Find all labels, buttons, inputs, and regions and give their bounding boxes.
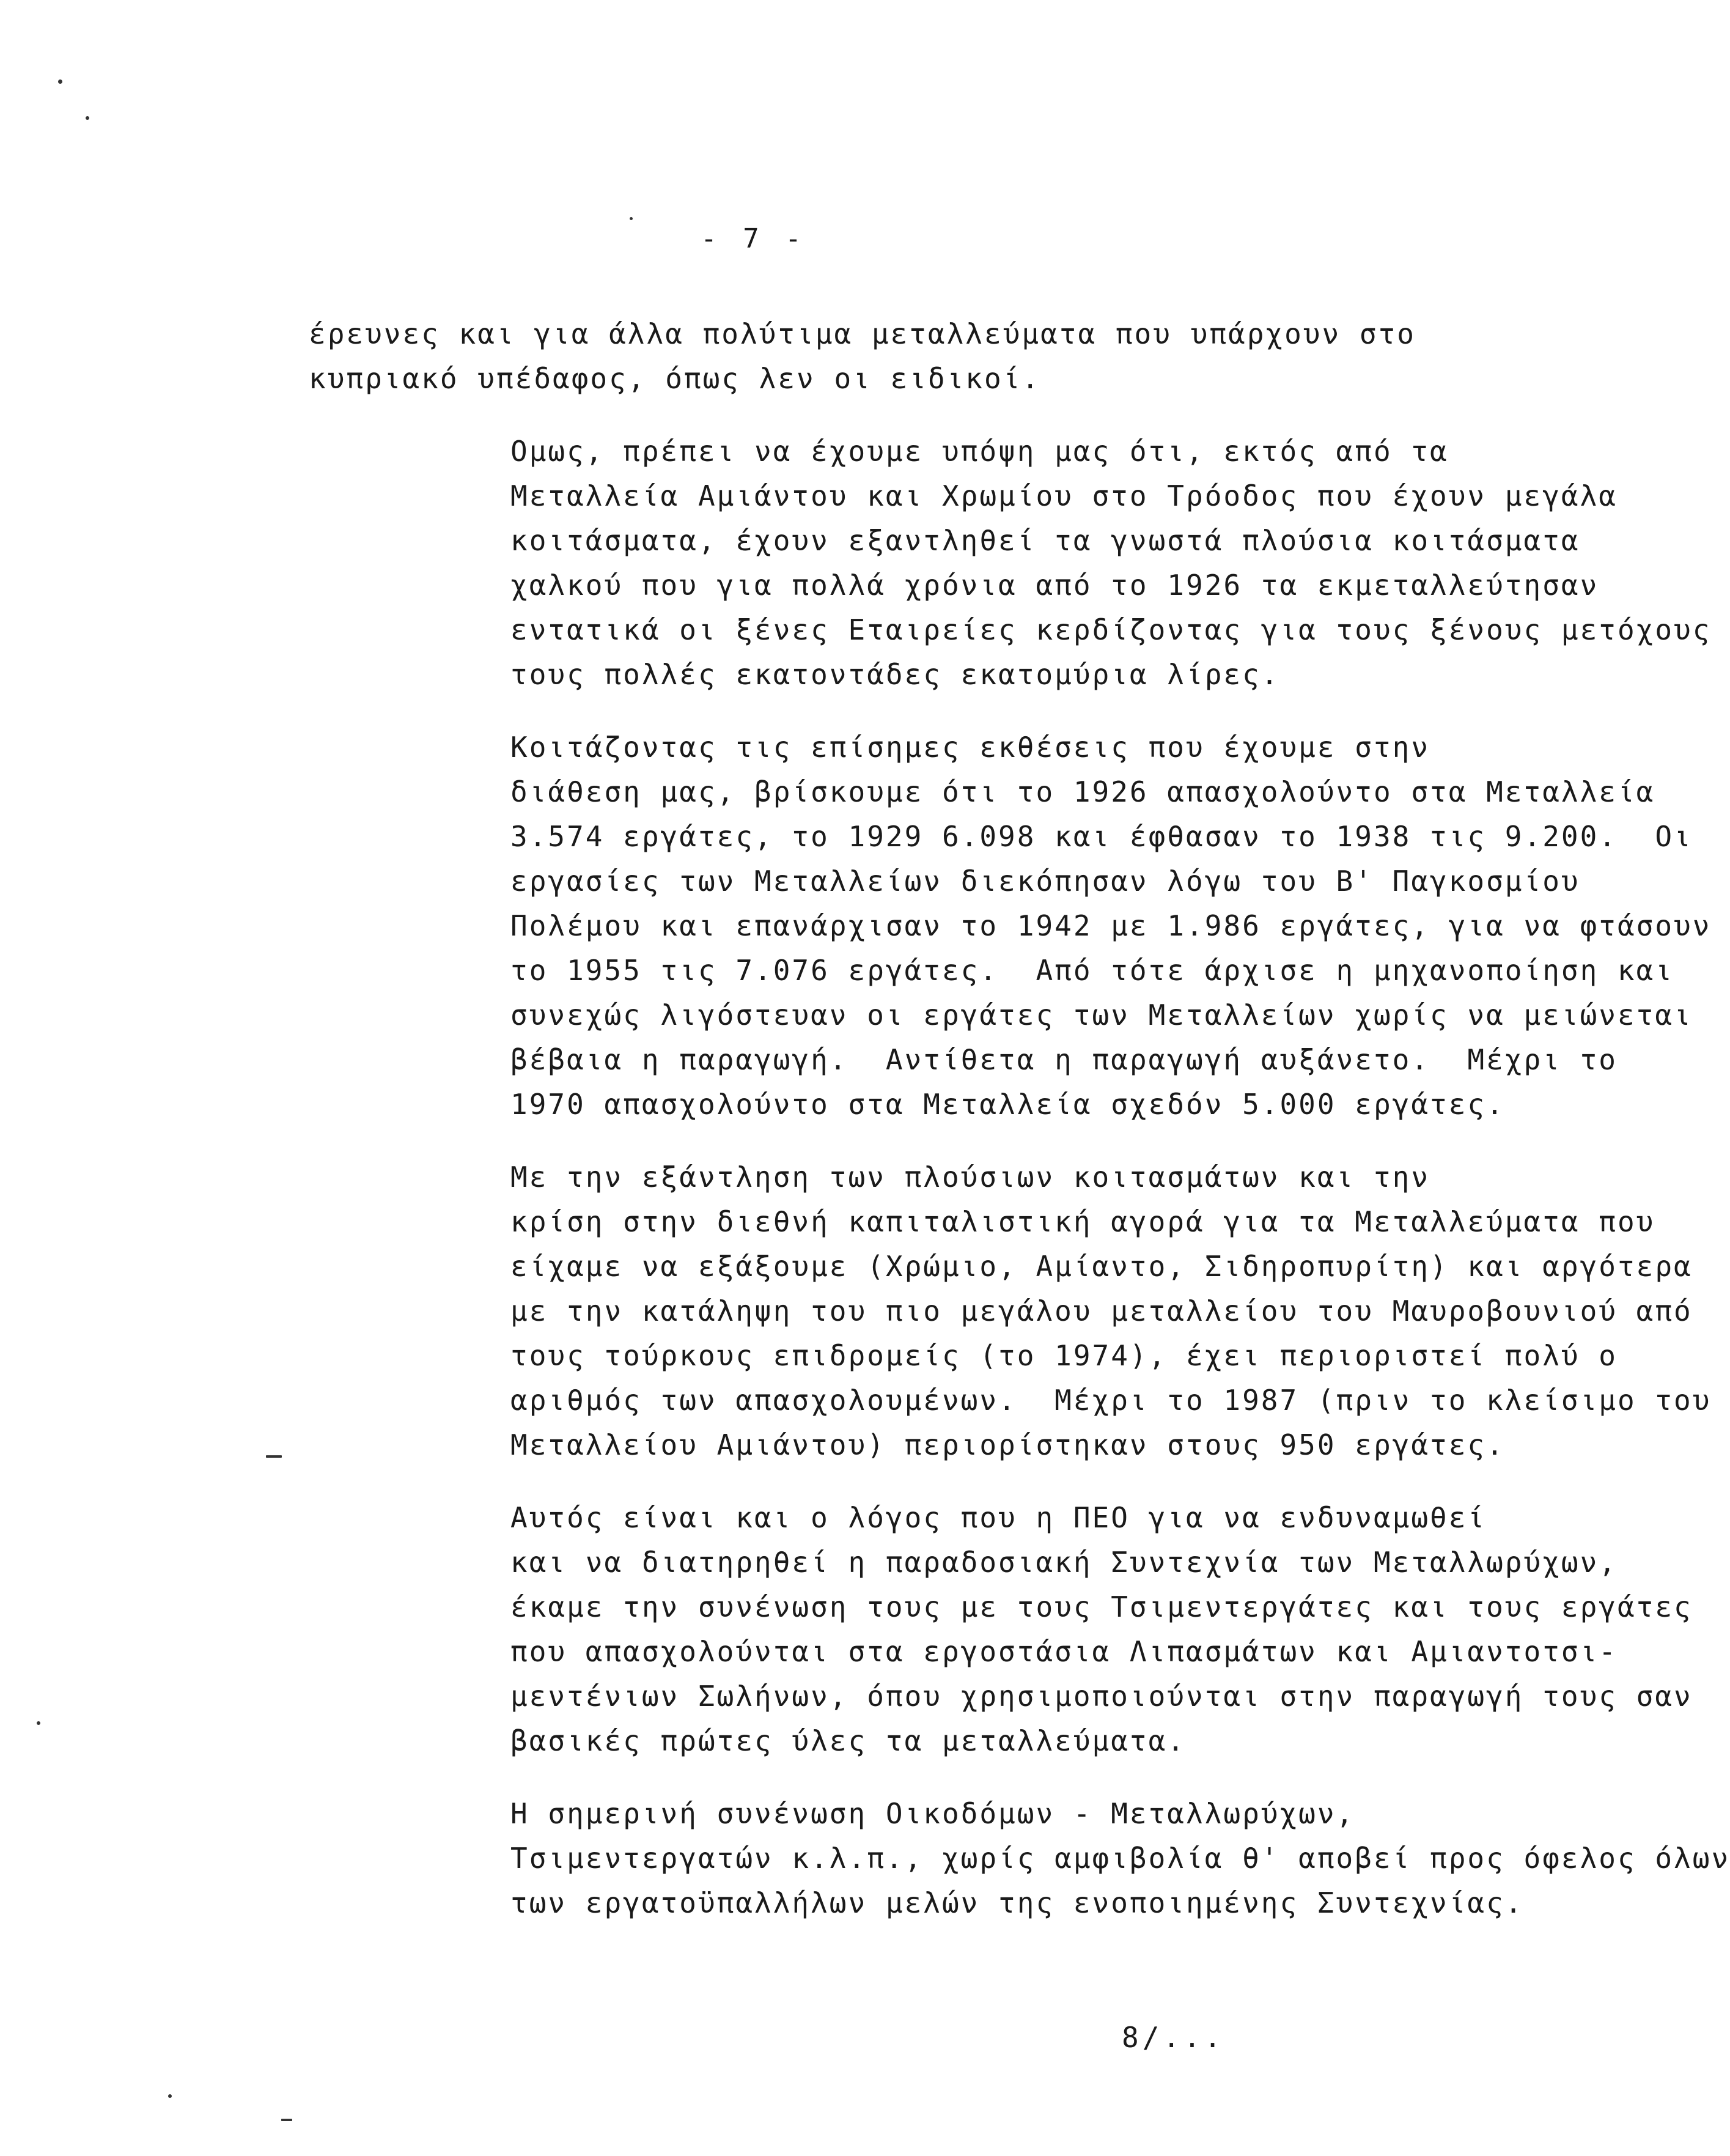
- text-line: βέβαια η παραγωγή. Αντίθετα η παραγωγή αυξάνετο. Μέχρι το: [510, 1043, 1618, 1076]
- body-text: [309, 312, 1730, 1925]
- text-line: αριθμός των απασχολουμένων. Μέχρι το 1987 (πριν το κλείσιμο του: [510, 1384, 1712, 1417]
- scan-speck: [86, 116, 89, 120]
- scan-speck: [168, 2094, 172, 2098]
- text-line: κυπριακό υπέδαφος, όπως λεν οι ειδικοί.: [309, 362, 1041, 395]
- text-line: και να διατηρηθεί η παραδοσιακή Συντεχνία των Μεταλλωρύχων,: [510, 1546, 1618, 1579]
- text-line: έρευνες και για άλλα πολύτιμα μεταλλεύματα που υπάρχουν στο: [309, 317, 1416, 350]
- text-line: το 1955 τις 7.076 εργάτες. Από τότε άρχισε η μηχανοποίηση και: [510, 954, 1674, 987]
- text-line: εντατικά οι ξένες Εταιρείες κερδίζοντας για τους ξένους μετόχους: [510, 613, 1712, 646]
- text-line: μεντένιων Σωλήνων, όπου χρησιμοποιούνται στην παραγωγή τους σαν: [510, 1680, 1693, 1713]
- text-line: τους πολλές εκατοντάδες εκατομύρια λίρες.: [510, 658, 1280, 691]
- text-line: εργασίες των Μεταλλείων διεκόπησαν λόγω του Β' Παγκοσμίου: [510, 865, 1580, 898]
- paragraph: [309, 429, 1712, 697]
- page-number: - 7 -: [701, 223, 806, 254]
- text-line: 1970 απασχολούντο στα Μεταλλεία σχεδόν 5.000 εργάτες.: [510, 1088, 1505, 1121]
- paragraph: [309, 1792, 1730, 1925]
- text-line: διάθεση μας, βρίσκουμε ότι το 1926 απασχολούντο στα Μεταλλεία: [510, 775, 1655, 808]
- text-line: χαλκού που για πολλά χρόνια από το 1926 τα εκμεταλλεύτησαν: [510, 569, 1599, 602]
- text-line: με την κατάληψη του πιο μεγάλου μεταλλείου του Μαυροβουνιού από: [510, 1294, 1693, 1327]
- text-line: έκαμε την συνένωση τους με τους Τσιμεντεργάτες και τους εργάτες: [510, 1590, 1693, 1623]
- text-line: Αυτός είναι και ο λόγος που η ΠΕΟ για να ενδυναμωθεί: [510, 1501, 1487, 1534]
- text-line: κρίση στην διεθνή καπιταλιστική αγορά για τα Μεταλλεύματα που: [510, 1205, 1655, 1238]
- text-line: Η σημερινή συνένωση Οικοδόμων - Μεταλλωρύχων,: [510, 1797, 1355, 1830]
- paragraph: [309, 1496, 1693, 1763]
- text-line: Κοιτάζοντας τις επίσημες εκθέσεις που έχουμε στην: [510, 731, 1430, 764]
- text-line: 3.574 εργάτες, το 1929 6.098 και έφθασαν το 1938 τις 9.200. Οι: [510, 820, 1693, 853]
- text-line: Πολέμου και επανάρχισαν το 1942 με 1.986 εργάτες, για να φτάσουν: [510, 909, 1712, 942]
- text-line: που απασχολούνται στα εργοστάσια Λιπασμάτων και Αμιαντοτσι-: [510, 1635, 1618, 1668]
- text-line: Τσιμεντεργατών κ.λ.π., χωρίς αμφιβολία θ' αποβεί προς όφελος όλων: [510, 1842, 1730, 1875]
- scan-speck: [281, 2119, 292, 2121]
- text-line: Μεταλλεία Αμιάντου και Χρωμίου στο Τρόοδος που έχουν μεγάλα: [510, 479, 1618, 512]
- text-line: των εργατοϋπαλλήλων μελών της ενοποιημένης Συντεχνίας.: [510, 1886, 1524, 1919]
- text-line: Μεταλλείου Αμιάντου) περιορίστηκαν στους 950 εργάτες.: [510, 1428, 1505, 1461]
- paragraph: [309, 312, 1470, 401]
- text-line: Ομως, πρέπει να έχουμε υπόψη μας ότι, εκτός από τα: [510, 435, 1449, 468]
- paragraph: [309, 725, 1712, 1127]
- text-line: Με την εξάντληση των πλούσιων κοιτασμάτων και την: [510, 1161, 1430, 1194]
- text-line: είχαμε να εξάξουμε (Χρώμιο, Αμίαντο, Σιδηροπυρίτη) και αργότερα: [510, 1250, 1693, 1283]
- text-line: συνεχώς λιγόστευαν οι εργάτες των Μεταλλείων χωρίς να μειώνεται: [510, 999, 1693, 1032]
- text-line: τους τούρκους επιδρομείς (το 1974), έχει περιοριστεί πολύ ο: [510, 1339, 1618, 1372]
- continuation-marker: 8/...: [1122, 2021, 1225, 2054]
- scan-speck: [266, 1455, 282, 1458]
- text-line: κοιτάσματα, έχουν εξαντληθεί τα γνωστά πλούσια κοιτάσματα: [510, 524, 1580, 557]
- scan-speck: [630, 217, 633, 220]
- text-line: βασικές πρώτες ύλες τα μεταλλεύματα.: [510, 1724, 1186, 1757]
- scan-speck: [37, 1721, 40, 1725]
- scan-speck: [58, 79, 62, 84]
- paragraph: [309, 1155, 1712, 1467]
